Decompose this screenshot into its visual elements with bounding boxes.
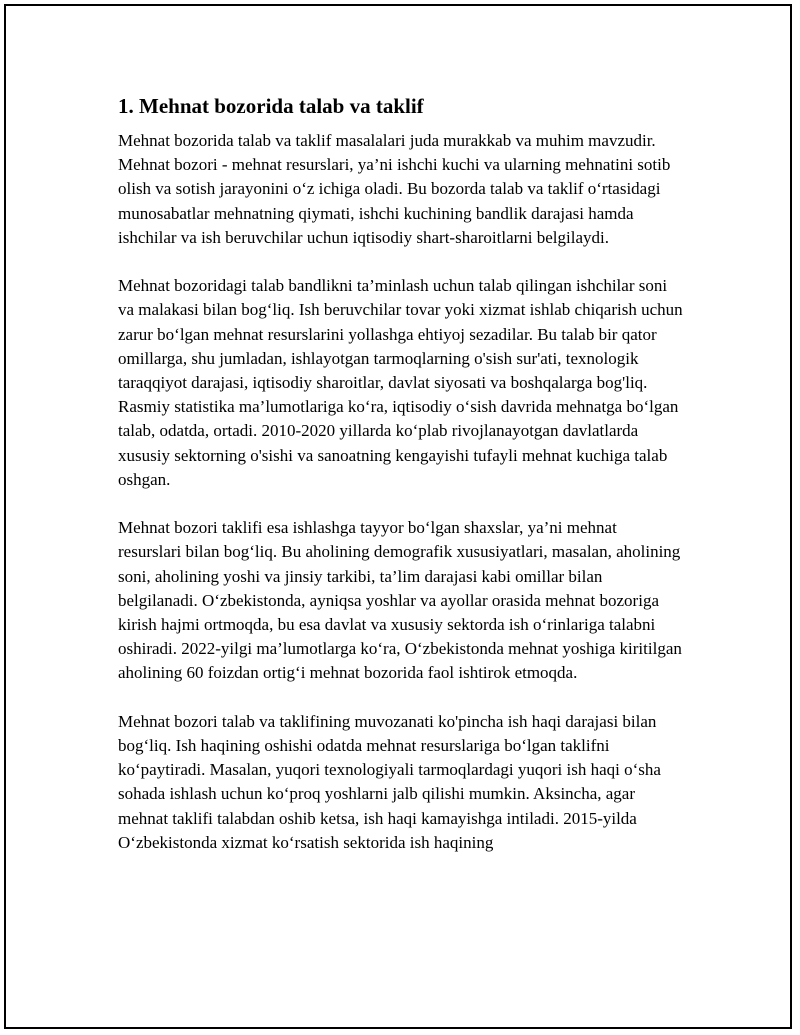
- section-heading: 1. Mehnat bozorida talab va taklif: [118, 94, 424, 118]
- paragraph-1: Mehnat bozorida talab va taklif masalalari juda murakkab va muhim mavzudir. Mehnat bozori - mehnat resurslari, ya’ni ishchi kuchi va ularning mehnatini sotib olish va sotish jarayonini o‘z ichiga oladi. Bu bozorda talab va taklif o‘rtasidagi munosabatlar mehnatning qiymati, ishchi kuchining bandlik darajasi hamda ishchilar va ish beruvchilar uchun iqtisodiy shart-sharoitlarni belgilaydi.: [118, 131, 671, 247]
- paragraph-4: Mehnat bozori talab va taklifining muvozanati ko'pincha ish haqi darajasi bilan bog‘liq. Ish haqining oshishi odatda mehnat resurslariga bo‘lgan taklifni ko‘paytiradi. Masalan, yuqori texnologiyali tarmoqlardagi yuqori ish haqi o‘sha sohada ishlash uchun ko‘proq yoshlarni jalb qilishi mumkin. Aksincha, agar mehnat taklifi talabdan oshib ketsa, ish haqi kamayishga intiladi. 2015-yilda O‘zbekistonda xizmat ko‘rsatish sektorida ish haqining: [118, 711, 661, 852]
- paragraph-3: Mehnat bozori taklifi esa ishlashga tayyor bo‘lgan shaxslar, ya’ni mehnat resurslari bilan bog‘liq. Bu aholining demografik xususiyatlari, masalan, aholining soni, aholining yoshi va jinsiy tarkibi, ta’lim darajasi kabi omillar bilan belgilanadi. O‘zbekistonda, ayniqsa yoshlar va ayollar orasida mehnat bozoriga kirish hajmi ortmoqda, bu esa davlat va xususiy sektorda ish o‘rinlariga talabni oshiradi. 2022-yilgi ma’lumotlarga ko‘ra, O‘zbekistonda mehnat yoshiga kiritilgan aholining 60 foizdan ortig‘i mehnat bozorida faol ishtirok etmoqda.: [118, 518, 682, 683]
- paragraph-2: Mehnat bozoridagi talab bandlikni ta’minlash uchun talab qilingan ishchilar soni va malakasi bilan bog‘liq. Ish beruvchilar tovar yoki xizmat ishlab chiqarish uchun zarur bo‘lgan mehnat resurslarini yollashga ehtiyoj sezadilar. Bu talab bir qator omillarga, shu jumladan, ishlayotgan tarmoqlarning o'sish sur'ati, texnologik taraqqiyot darajasi, iqtisodiy sharoitlar, davlat siyosati va boshqalarga bog'liq. Rasmiy statistika ma’lumotlariga ko‘ra, iqtisodiy o‘sish davrida mehnatga bo‘lgan talab, odatda, ortadi. 2010-2020 yillarda ko‘plab rivojlanayotgan davlatlarda xususiy sektorning o'sishi va sanoatning kengayishi tufayli mehnat kuchiga talab oshgan.: [118, 276, 683, 489]
- document-body: [118, 93, 684, 879]
